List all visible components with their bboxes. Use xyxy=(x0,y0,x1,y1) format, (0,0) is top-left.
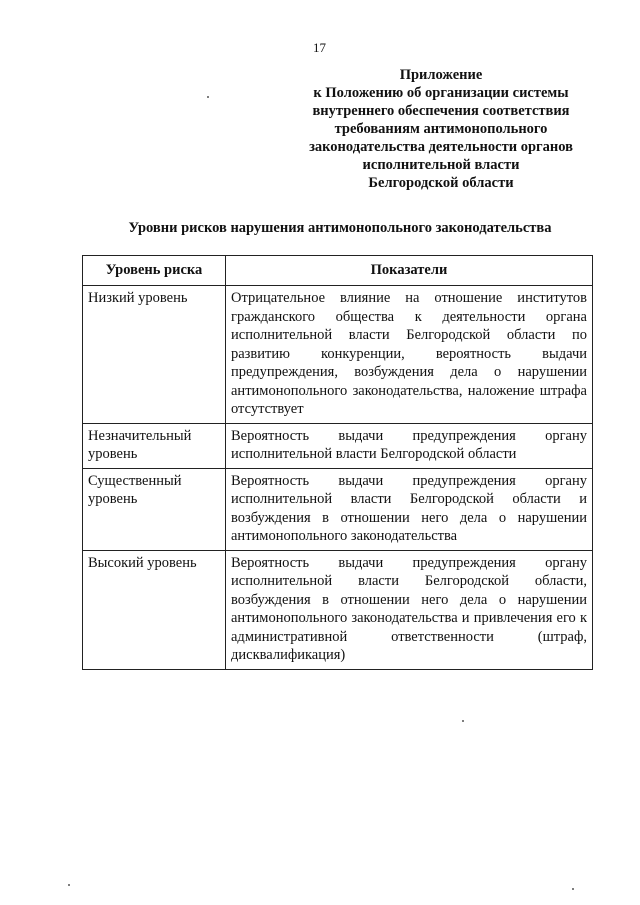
scan-speck xyxy=(572,888,574,890)
indicators-cell: Вероятность выдачи предупреждения органу исполнительной власти Белгородской области xyxy=(226,423,593,468)
scan-speck xyxy=(207,96,209,98)
document-title: Уровни рисков нарушения антимонопольного законодательства xyxy=(128,220,552,236)
risk-level-cell: Существенный уровень xyxy=(83,468,226,550)
appendix-line: внутреннего обеспечения соответствия xyxy=(312,103,570,119)
table-row xyxy=(83,468,593,550)
appendix-line: к Положению об организации системы xyxy=(313,85,569,101)
appendix-line: требованиям антимонопольного xyxy=(334,121,548,137)
indicators-cell: Вероятность выдачи предупреждения органу исполнительной власти Белгородской области, возбуждения в отношении него дела о нарушении антимонопольного законодательства и привлечения его к административной ответственности (штраф, дисквалификация) xyxy=(226,550,593,669)
appendix-header xyxy=(300,66,582,192)
table-row xyxy=(83,423,593,468)
table-header-row xyxy=(83,256,593,286)
risk-level-cell: Низкий уровень xyxy=(83,286,226,424)
table-row xyxy=(83,286,593,424)
table-row xyxy=(83,550,593,669)
column-header-risk-level: Уровень риска xyxy=(83,256,226,286)
appendix-line: Белгородской области xyxy=(368,175,514,191)
risk-level-cell: Незначительный уровень xyxy=(83,423,226,468)
appendix-line: исполнительной власти xyxy=(362,157,520,173)
indicators-cell: Вероятность выдачи предупреждения органу исполнительной власти Белгородской области и возбуждения в отношении него дела о нарушении антимонопольного законодательства xyxy=(226,468,593,550)
page-number: 17 xyxy=(313,40,326,55)
scan-speck xyxy=(68,884,70,886)
scan-speck xyxy=(462,720,464,722)
indicators-cell: Отрицательное влияние на отношение институтов гражданского общества к деятельности органа исполнительной власти Белгородской области по развитию конкуренции, вероятность выдачи предупреждения, возбуждения дела о нарушении антимонопольного законодательства, наложение штрафа отсутствует xyxy=(226,286,593,424)
column-header-indicators: Показатели xyxy=(226,256,593,286)
appendix-line: Приложение xyxy=(399,67,483,83)
risk-levels-table xyxy=(82,255,593,670)
risk-level-cell: Высокий уровень xyxy=(83,550,226,669)
appendix-line: законодательства деятельности органов xyxy=(309,139,573,155)
